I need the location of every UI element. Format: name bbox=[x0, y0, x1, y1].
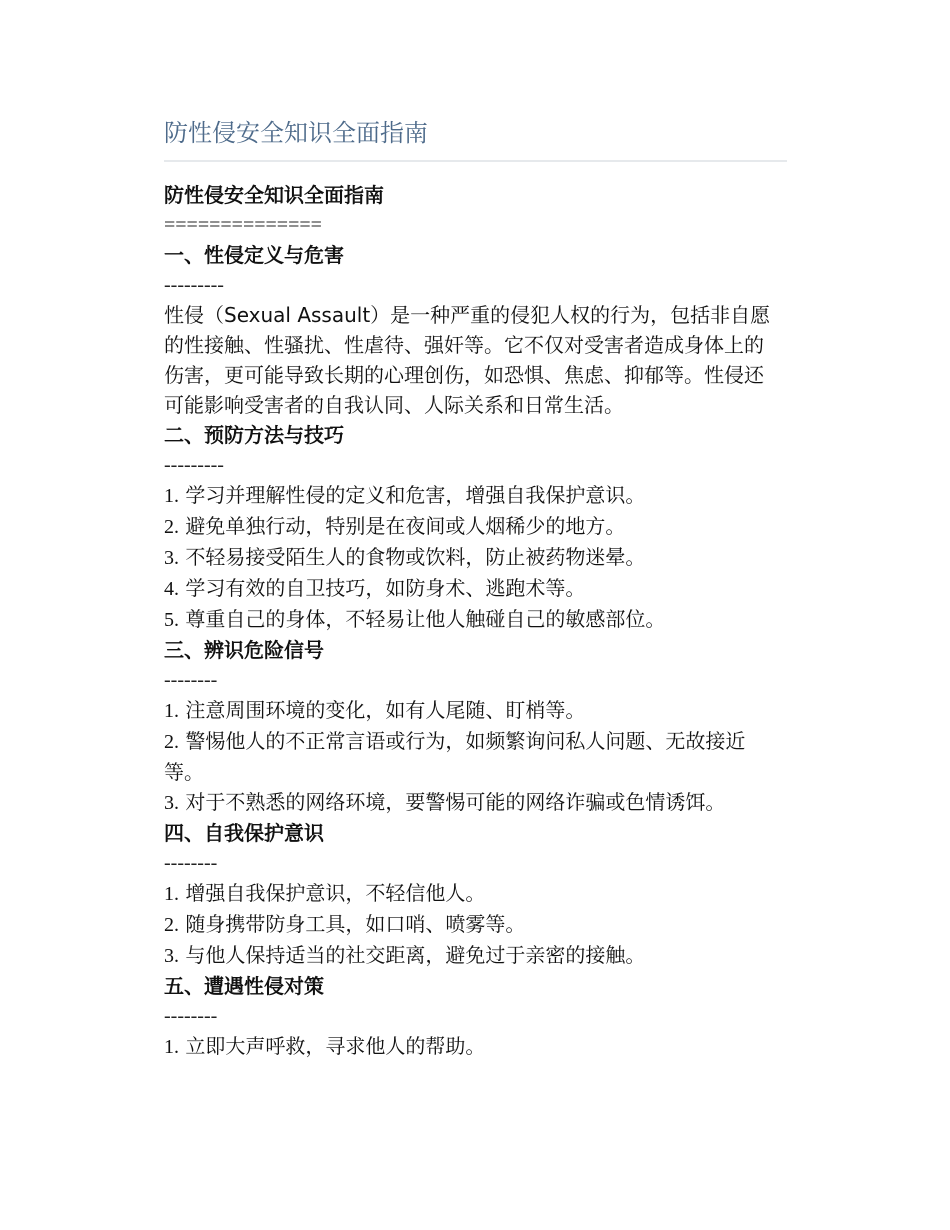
list-item: 3. 对于不熟悉的网络环境，要警惕可能的网络诈骗或色情诱饵。 bbox=[164, 790, 726, 814]
section-underline: -------- bbox=[164, 669, 218, 691]
section-heading-self-protection: 四、自我保护意识 bbox=[164, 821, 324, 845]
list-item: 2. 警惕他人的不正常言语或行为，如频繁询问私人问题、无故接近等。 bbox=[164, 729, 746, 784]
section-heading-response: 五、遭遇性侵对策 bbox=[164, 974, 324, 998]
list-item: 1. 注意周围环境的变化，如有人尾随、盯梢等。 bbox=[164, 698, 586, 722]
list-item: 1. 立即大声呼救，寻求他人的帮助。 bbox=[164, 1034, 486, 1058]
subtitle-underline: ============== bbox=[164, 214, 322, 236]
section-underline: -------- bbox=[164, 852, 218, 874]
section-heading-danger-signals: 三、辨识危险信号 bbox=[164, 638, 324, 662]
list-item: 3. 不轻易接受陌生人的食物或饮料，防止被药物迷晕。 bbox=[164, 545, 646, 569]
list-item: 5. 尊重自己的身体，不轻易让他人触碰自己的敏感部位。 bbox=[164, 607, 666, 631]
section-underline: --------- bbox=[164, 274, 224, 296]
document-title: 防性侵安全知识全面指南 bbox=[164, 119, 428, 147]
section-heading-prevention: 二、预防方法与技巧 bbox=[164, 423, 344, 447]
title-divider bbox=[164, 160, 787, 162]
document-body bbox=[164, 180, 776, 1062]
list-item: 2. 随身携带防身工具，如口哨、喷雾等。 bbox=[164, 912, 526, 936]
list-item: 1. 增强自我保护意识，不轻信他人。 bbox=[164, 881, 486, 905]
list-item: 3. 与他人保持适当的社交距离，避免过于亲密的接触。 bbox=[164, 943, 646, 967]
definition-paragraph: 性侵（Sexual Assault）是一种严重的侵犯人权的行为，包括非自愿的性接触、性骚扰、性虐待、强奸等。它不仅对受害者造成身体上的伤害，更可能导致长期的心理创伤，如恐惧、焦虑、抑郁等。性侵还可能影响受害者的自我认同、人际关系和日常生活。 bbox=[164, 303, 771, 417]
section-underline: --------- bbox=[164, 454, 224, 476]
section-underline: -------- bbox=[164, 1005, 218, 1027]
list-item: 2. 避免单独行动，特别是在夜间或人烟稀少的地方。 bbox=[164, 514, 626, 538]
list-item: 4. 学习有效的自卫技巧，如防身术、逃跑术等。 bbox=[164, 576, 586, 600]
section-heading-definition: 一、性侵定义与危害 bbox=[164, 243, 344, 267]
document-subtitle: 防性侵安全知识全面指南 bbox=[164, 183, 384, 207]
list-item: 1. 学习并理解性侵的定义和危害，增强自我保护意识。 bbox=[164, 483, 646, 507]
